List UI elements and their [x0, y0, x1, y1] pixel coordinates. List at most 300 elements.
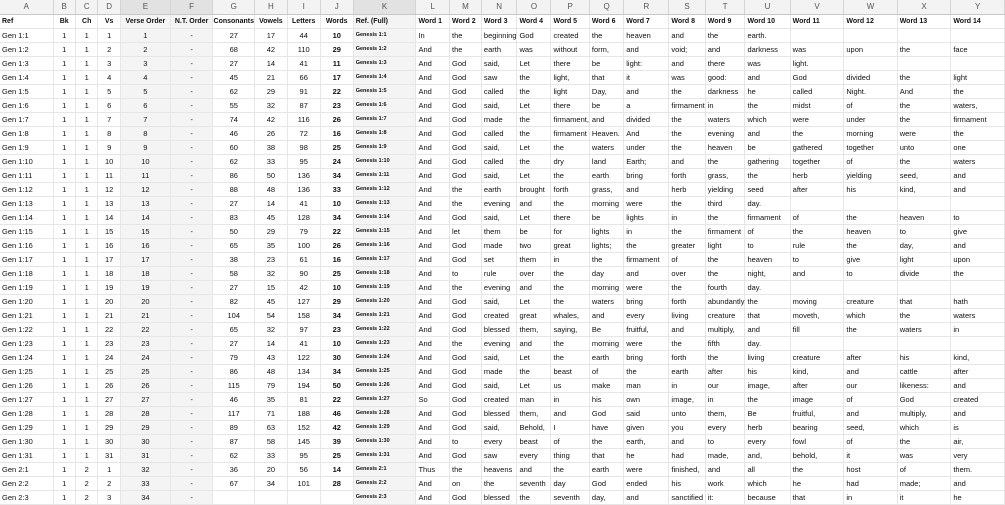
- cell[interactable]: 1: [75, 29, 98, 43]
- cell[interactable]: the: [897, 71, 951, 85]
- cell[interactable]: And: [416, 323, 450, 337]
- cell[interactable]: evening: [481, 281, 517, 295]
- cell[interactable]: 87: [213, 435, 255, 449]
- column-header-b[interactable]: B: [53, 0, 75, 15]
- cell[interactable]: 11: [120, 169, 170, 183]
- cell[interactable]: 46: [320, 407, 353, 421]
- cell[interactable]: the: [790, 463, 844, 477]
- cell[interactable]: 97: [287, 323, 320, 337]
- cell[interactable]: [790, 29, 844, 43]
- cell[interactable]: the: [897, 435, 951, 449]
- cell[interactable]: the: [517, 365, 551, 379]
- cell[interactable]: Heaven.: [589, 127, 623, 141]
- field-header[interactable]: Verse Order: [120, 15, 170, 29]
- field-header[interactable]: Word 1: [416, 15, 450, 29]
- cell[interactable]: in: [705, 99, 745, 113]
- cell[interactable]: and: [705, 43, 745, 57]
- cell[interactable]: two: [517, 239, 551, 253]
- cell[interactable]: 20: [98, 295, 120, 309]
- cell[interactable]: made: [481, 113, 517, 127]
- cell[interactable]: likeness:: [897, 379, 951, 393]
- cell[interactable]: 86: [213, 365, 255, 379]
- cell[interactable]: seed: [745, 183, 790, 197]
- cell[interactable]: behold,: [790, 449, 844, 463]
- cell[interactable]: the: [951, 85, 1005, 99]
- cell[interactable]: And: [416, 365, 450, 379]
- cell[interactable]: 18: [120, 267, 170, 281]
- cell[interactable]: God: [589, 477, 623, 491]
- cell[interactable]: to: [705, 435, 745, 449]
- cell[interactable]: the: [481, 477, 517, 491]
- cell[interactable]: 27: [98, 393, 120, 407]
- cell[interactable]: -: [170, 351, 212, 365]
- cell[interactable]: greater: [669, 239, 705, 253]
- column-header-a[interactable]: A: [0, 0, 53, 15]
- cell[interactable]: -: [170, 393, 212, 407]
- cell[interactable]: made,: [705, 449, 745, 463]
- cell[interactable]: waters: [705, 113, 745, 127]
- cell[interactable]: light: [951, 71, 1005, 85]
- cell[interactable]: bring: [624, 169, 669, 183]
- cell[interactable]: forth: [669, 169, 705, 183]
- cell[interactable]: -: [170, 491, 212, 505]
- cell[interactable]: a: [624, 99, 669, 113]
- column-header-r[interactable]: R: [624, 0, 669, 15]
- cell[interactable]: abundantly: [705, 295, 745, 309]
- cell[interactable]: In: [416, 29, 450, 43]
- cell[interactable]: Be: [745, 407, 790, 421]
- cell[interactable]: And: [416, 43, 450, 57]
- cell[interactable]: said,: [481, 169, 517, 183]
- column-header-t[interactable]: T: [705, 0, 745, 15]
- cell[interactable]: Genesis 2:3: [353, 491, 416, 505]
- cell[interactable]: And: [416, 155, 450, 169]
- field-header[interactable]: Word 14: [951, 15, 1005, 29]
- cell[interactable]: 35: [255, 393, 287, 407]
- cell[interactable]: forth: [669, 351, 705, 365]
- cell[interactable]: 1: [53, 141, 75, 155]
- column-header-f[interactable]: F: [170, 0, 212, 15]
- cell[interactable]: And: [416, 113, 450, 127]
- cell[interactable]: [255, 491, 287, 505]
- cell[interactable]: 1: [53, 309, 75, 323]
- cell[interactable]: 83: [213, 211, 255, 225]
- cell[interactable]: set: [481, 253, 517, 267]
- cell[interactable]: the: [589, 253, 623, 267]
- cell[interactable]: called: [790, 85, 844, 99]
- cell[interactable]: 25: [120, 365, 170, 379]
- cell[interactable]: 2: [75, 477, 98, 491]
- cell[interactable]: upon: [951, 253, 1005, 267]
- cell[interactable]: the: [897, 309, 951, 323]
- cell[interactable]: -: [170, 421, 212, 435]
- cell[interactable]: earth,: [624, 435, 669, 449]
- cell[interactable]: God: [450, 113, 482, 127]
- cell[interactable]: 1: [75, 141, 98, 155]
- cell[interactable]: and: [669, 155, 705, 169]
- cell[interactable]: 26: [320, 113, 353, 127]
- column-header-s[interactable]: S: [669, 0, 705, 15]
- cell[interactable]: own: [624, 393, 669, 407]
- column-header-u[interactable]: U: [745, 0, 790, 15]
- cell[interactable]: Gen 1:10: [0, 155, 53, 169]
- cell[interactable]: God: [450, 351, 482, 365]
- cell[interactable]: be: [745, 141, 790, 155]
- cell[interactable]: and: [745, 127, 790, 141]
- cell[interactable]: [897, 29, 951, 43]
- cell[interactable]: the: [897, 43, 951, 57]
- cell[interactable]: that: [745, 309, 790, 323]
- cell[interactable]: grass,: [705, 169, 745, 183]
- cell[interactable]: give: [844, 253, 897, 267]
- cell[interactable]: [844, 29, 897, 43]
- cell[interactable]: seventh: [517, 477, 551, 491]
- cell[interactable]: Genesis 1:31: [353, 449, 416, 463]
- field-header[interactable]: Word 12: [844, 15, 897, 29]
- cell[interactable]: 11: [98, 169, 120, 183]
- cell[interactable]: of: [844, 393, 897, 407]
- cell[interactable]: the: [745, 295, 790, 309]
- cell[interactable]: 34: [320, 169, 353, 183]
- cell[interactable]: 21: [255, 71, 287, 85]
- cell[interactable]: -: [170, 239, 212, 253]
- cell[interactable]: -: [170, 379, 212, 393]
- cell[interactable]: [844, 337, 897, 351]
- cell[interactable]: heaven: [844, 225, 897, 239]
- cell[interactable]: together: [844, 141, 897, 155]
- cell[interactable]: 74: [213, 113, 255, 127]
- field-header[interactable]: Word 11: [790, 15, 844, 29]
- cell[interactable]: of: [551, 435, 589, 449]
- cell[interactable]: -: [170, 365, 212, 379]
- cell[interactable]: And: [416, 57, 450, 71]
- cell[interactable]: Genesis 1:20: [353, 295, 416, 309]
- cell[interactable]: firmament: [551, 127, 589, 141]
- cell[interactable]: 19: [120, 281, 170, 295]
- cell[interactable]: the: [450, 337, 482, 351]
- cell[interactable]: 3: [98, 491, 120, 505]
- cell[interactable]: So: [416, 393, 450, 407]
- cell[interactable]: 10: [98, 155, 120, 169]
- cell[interactable]: the: [551, 267, 589, 281]
- cell[interactable]: 23: [120, 337, 170, 351]
- cell[interactable]: said,: [481, 141, 517, 155]
- cell[interactable]: and: [745, 71, 790, 85]
- cell[interactable]: earth: [589, 351, 623, 365]
- cell[interactable]: 27: [213, 337, 255, 351]
- cell[interactable]: 1: [75, 211, 98, 225]
- cell[interactable]: 7: [98, 113, 120, 127]
- cell[interactable]: Let: [517, 351, 551, 365]
- cell[interactable]: the: [624, 365, 669, 379]
- cell[interactable]: 2: [98, 43, 120, 57]
- cell[interactable]: fruitful,: [790, 407, 844, 421]
- cell[interactable]: firmament: [705, 225, 745, 239]
- cell[interactable]: was: [669, 71, 705, 85]
- cell[interactable]: Gen 1:27: [0, 393, 53, 407]
- cell[interactable]: -: [170, 197, 212, 211]
- cell[interactable]: -: [170, 309, 212, 323]
- cell[interactable]: 23: [320, 323, 353, 337]
- cell[interactable]: And: [416, 225, 450, 239]
- cell[interactable]: Gen 1:15: [0, 225, 53, 239]
- cell[interactable]: Genesis 1:17: [353, 253, 416, 267]
- cell[interactable]: upon: [844, 43, 897, 57]
- cell[interactable]: he: [745, 85, 790, 99]
- cell[interactable]: that: [897, 295, 951, 309]
- cell[interactable]: [213, 491, 255, 505]
- cell[interactable]: day.: [745, 337, 790, 351]
- cell[interactable]: he: [624, 449, 669, 463]
- cell[interactable]: And: [416, 421, 450, 435]
- cell[interactable]: earth: [589, 463, 623, 477]
- cell[interactable]: And: [416, 407, 450, 421]
- cell[interactable]: 10: [320, 197, 353, 211]
- cell[interactable]: 10: [320, 281, 353, 295]
- cell[interactable]: the: [790, 127, 844, 141]
- cell[interactable]: 19: [98, 281, 120, 295]
- cell[interactable]: for: [551, 225, 589, 239]
- cell[interactable]: 1: [98, 463, 120, 477]
- cell[interactable]: Gen 1:7: [0, 113, 53, 127]
- cell[interactable]: -: [170, 407, 212, 421]
- cell[interactable]: Genesis 1:30: [353, 435, 416, 449]
- cell[interactable]: great: [517, 309, 551, 323]
- cell[interactable]: day: [589, 267, 623, 281]
- cell[interactable]: 29: [120, 421, 170, 435]
- cell[interactable]: air,: [951, 435, 1005, 449]
- cell[interactable]: And: [416, 267, 450, 281]
- cell[interactable]: and: [624, 267, 669, 281]
- cell[interactable]: image,: [745, 379, 790, 393]
- cell[interactable]: 25: [98, 365, 120, 379]
- cell[interactable]: under: [844, 113, 897, 127]
- cell[interactable]: God: [450, 211, 482, 225]
- cell[interactable]: -: [170, 267, 212, 281]
- cell[interactable]: -: [170, 155, 212, 169]
- field-header[interactable]: Word 6: [589, 15, 623, 29]
- cell[interactable]: 1: [75, 155, 98, 169]
- cell[interactable]: 20: [120, 295, 170, 309]
- cell[interactable]: Gen 1:28: [0, 407, 53, 421]
- cell[interactable]: 100: [287, 239, 320, 253]
- cell[interactable]: 1: [75, 379, 98, 393]
- cell[interactable]: be: [517, 225, 551, 239]
- cell[interactable]: -: [170, 323, 212, 337]
- field-header[interactable]: Word 8: [669, 15, 705, 29]
- cell[interactable]: herb: [669, 183, 705, 197]
- cell[interactable]: 10: [320, 337, 353, 351]
- cell[interactable]: multiply,: [897, 407, 951, 421]
- cell[interactable]: 29: [320, 295, 353, 309]
- cell[interactable]: 4: [98, 71, 120, 85]
- cell[interactable]: day.: [745, 281, 790, 295]
- cell[interactable]: image,: [669, 393, 705, 407]
- column-header-i[interactable]: I: [287, 0, 320, 15]
- cell[interactable]: 62: [213, 155, 255, 169]
- cell[interactable]: 90: [287, 267, 320, 281]
- cell[interactable]: rule: [481, 267, 517, 281]
- cell[interactable]: were: [624, 281, 669, 295]
- cell[interactable]: day: [551, 477, 589, 491]
- cell[interactable]: 34: [120, 491, 170, 505]
- cell[interactable]: the: [705, 211, 745, 225]
- cell[interactable]: 41: [287, 197, 320, 211]
- cell[interactable]: [844, 197, 897, 211]
- cell[interactable]: 1: [98, 29, 120, 43]
- cell[interactable]: [790, 281, 844, 295]
- cell[interactable]: earth: [481, 43, 517, 57]
- cell[interactable]: 1: [53, 57, 75, 71]
- cell[interactable]: 1: [75, 197, 98, 211]
- cell[interactable]: 145: [287, 435, 320, 449]
- cell[interactable]: creature: [705, 309, 745, 323]
- cell[interactable]: 13: [98, 197, 120, 211]
- cell[interactable]: the: [517, 85, 551, 99]
- cell[interactable]: every: [745, 435, 790, 449]
- cell[interactable]: 6: [120, 99, 170, 113]
- cell[interactable]: Thus: [416, 463, 450, 477]
- cell[interactable]: the: [669, 337, 705, 351]
- cell[interactable]: 1: [75, 393, 98, 407]
- cell[interactable]: God: [790, 71, 844, 85]
- cell[interactable]: Gen 1:17: [0, 253, 53, 267]
- cell[interactable]: and: [951, 239, 1005, 253]
- cell[interactable]: [844, 281, 897, 295]
- cell[interactable]: 63: [255, 421, 287, 435]
- cell[interactable]: 122: [287, 351, 320, 365]
- cell[interactable]: them,: [517, 323, 551, 337]
- cell[interactable]: God: [450, 253, 482, 267]
- cell[interactable]: God: [450, 407, 482, 421]
- cell[interactable]: moving: [790, 295, 844, 309]
- cell[interactable]: 5: [98, 85, 120, 99]
- cell[interactable]: fowl: [790, 435, 844, 449]
- cell[interactable]: be: [589, 99, 623, 113]
- cell[interactable]: had: [669, 449, 705, 463]
- cell[interactable]: the: [450, 43, 482, 57]
- cell[interactable]: 1: [53, 351, 75, 365]
- cell[interactable]: Let: [517, 295, 551, 309]
- cell[interactable]: fourth: [705, 281, 745, 295]
- cell[interactable]: 23: [255, 253, 287, 267]
- cell[interactable]: after: [705, 365, 745, 379]
- cell[interactable]: and: [669, 435, 705, 449]
- cell[interactable]: heaven: [745, 253, 790, 267]
- cell[interactable]: seed,: [844, 421, 897, 435]
- cell[interactable]: 25: [320, 141, 353, 155]
- cell[interactable]: his: [844, 183, 897, 197]
- cell[interactable]: work: [705, 477, 745, 491]
- cell[interactable]: 33: [120, 477, 170, 491]
- cell[interactable]: I: [551, 421, 589, 435]
- cell[interactable]: grass,: [589, 183, 623, 197]
- cell[interactable]: 33: [320, 183, 353, 197]
- cell[interactable]: 30: [120, 435, 170, 449]
- cell[interactable]: Genesis 1:26: [353, 379, 416, 393]
- cell[interactable]: called: [481, 85, 517, 99]
- cell[interactable]: living: [669, 309, 705, 323]
- cell[interactable]: 1: [75, 85, 98, 99]
- cell[interactable]: 14: [255, 337, 287, 351]
- cell[interactable]: Gen 1:19: [0, 281, 53, 295]
- cell[interactable]: brought: [517, 183, 551, 197]
- cell[interactable]: said,: [481, 211, 517, 225]
- column-header-h[interactable]: H: [255, 0, 287, 15]
- cell[interactable]: the: [951, 267, 1005, 281]
- cell[interactable]: that: [589, 449, 623, 463]
- cell[interactable]: And: [416, 71, 450, 85]
- cell[interactable]: firmament,: [551, 113, 589, 127]
- cell[interactable]: 1: [53, 169, 75, 183]
- cell[interactable]: 1: [53, 71, 75, 85]
- cell[interactable]: of: [897, 463, 951, 477]
- cell[interactable]: 1: [53, 337, 75, 351]
- cell[interactable]: after: [790, 379, 844, 393]
- cell[interactable]: the: [551, 463, 589, 477]
- cell[interactable]: darkness: [705, 85, 745, 99]
- cell[interactable]: the: [669, 85, 705, 99]
- cell[interactable]: waters: [589, 295, 623, 309]
- cell[interactable]: 33: [255, 155, 287, 169]
- cell[interactable]: God: [450, 127, 482, 141]
- cell[interactable]: 38: [213, 253, 255, 267]
- cell[interactable]: Earth;: [624, 155, 669, 169]
- cell[interactable]: his: [589, 393, 623, 407]
- cell[interactable]: 1: [75, 253, 98, 267]
- cell[interactable]: 1: [75, 57, 98, 71]
- cell[interactable]: 29: [320, 43, 353, 57]
- cell[interactable]: it: [844, 449, 897, 463]
- cell[interactable]: in: [669, 379, 705, 393]
- cell[interactable]: bearing: [790, 421, 844, 435]
- cell[interactable]: 128: [287, 211, 320, 225]
- cell[interactable]: the: [450, 463, 482, 477]
- cell[interactable]: 10: [120, 155, 170, 169]
- cell[interactable]: 101: [287, 477, 320, 491]
- cell[interactable]: 35: [255, 239, 287, 253]
- cell[interactable]: -: [170, 295, 212, 309]
- cell[interactable]: And: [416, 253, 450, 267]
- cell[interactable]: of: [589, 365, 623, 379]
- cell[interactable]: And: [416, 281, 450, 295]
- cell[interactable]: Let: [517, 141, 551, 155]
- cell[interactable]: 43: [255, 351, 287, 365]
- cell[interactable]: 17: [120, 253, 170, 267]
- cell[interactable]: and: [669, 57, 705, 71]
- cell[interactable]: you: [669, 421, 705, 435]
- cell[interactable]: firmament: [669, 99, 705, 113]
- cell[interactable]: 8: [120, 127, 170, 141]
- cell[interactable]: 42: [255, 43, 287, 57]
- cell[interactable]: the: [551, 337, 589, 351]
- cell[interactable]: fill: [790, 323, 844, 337]
- cell[interactable]: -: [170, 211, 212, 225]
- cell[interactable]: sanctified: [669, 491, 705, 505]
- cell[interactable]: 3: [98, 57, 120, 71]
- cell[interactable]: 1: [53, 323, 75, 337]
- cell[interactable]: of: [844, 99, 897, 113]
- cell[interactable]: God: [450, 421, 482, 435]
- cell[interactable]: [951, 197, 1005, 211]
- column-header-p[interactable]: P: [551, 0, 589, 15]
- cell[interactable]: 152: [287, 421, 320, 435]
- cell[interactable]: there: [705, 57, 745, 71]
- cell[interactable]: that: [790, 491, 844, 505]
- cell[interactable]: 27: [213, 57, 255, 71]
- cell[interactable]: And: [416, 491, 450, 505]
- field-header[interactable]: Word 9: [705, 15, 745, 29]
